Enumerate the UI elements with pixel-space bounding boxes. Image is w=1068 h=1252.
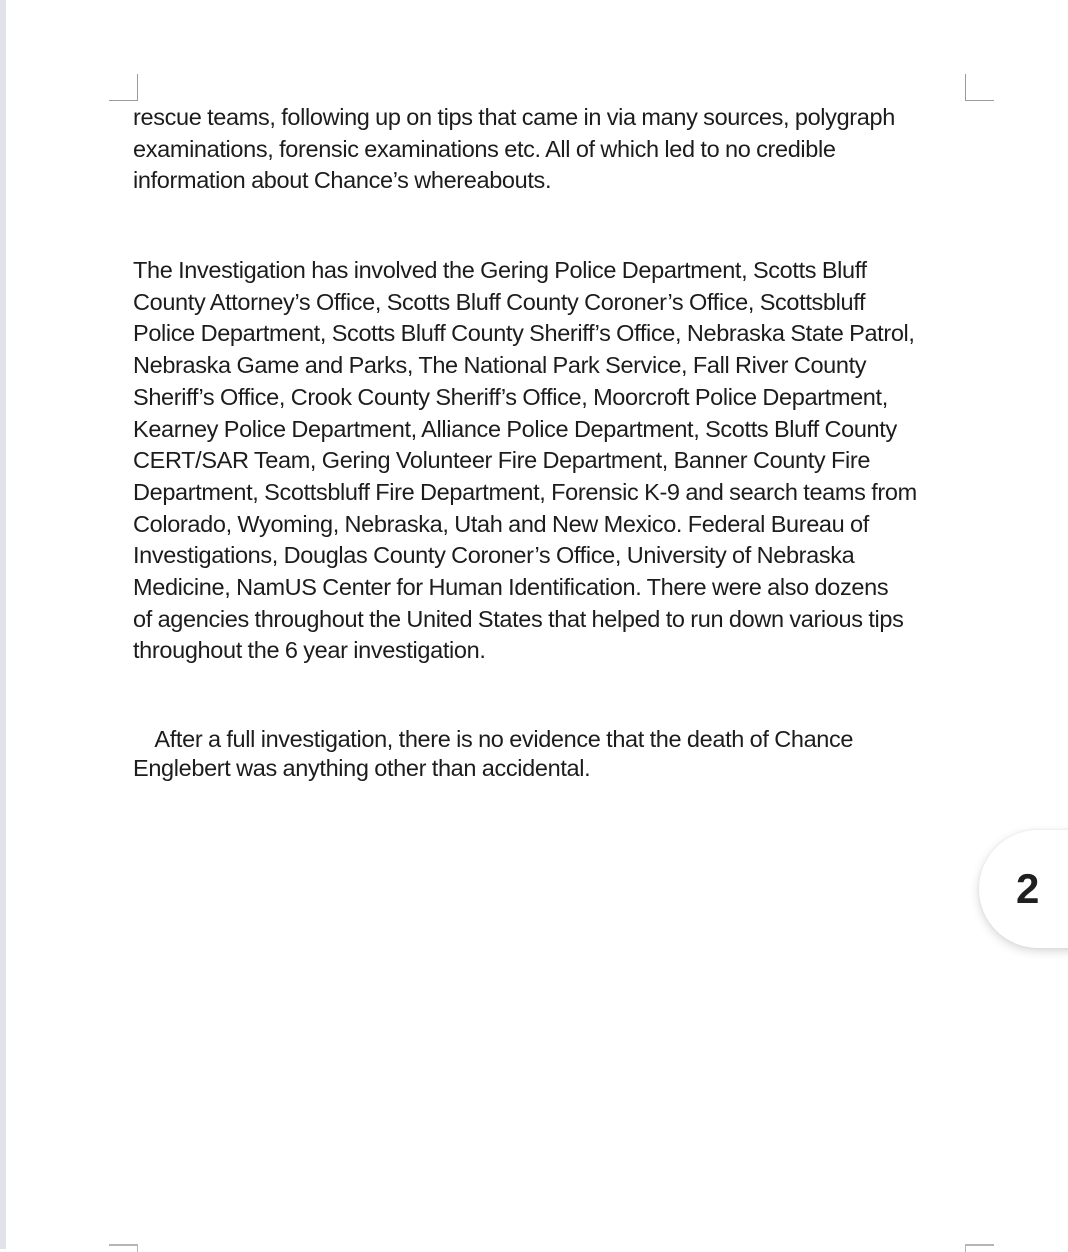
text-line: examinations, forensic examinations etc. All of which led to no credible bbox=[133, 135, 836, 162]
text-line: County Attorney’s Office, Scotts Bluff County Coroner’s Office, Scottsbluff bbox=[133, 288, 866, 315]
text-line: rescue teams, following up on tips that came in via many sources, polygraph bbox=[133, 104, 895, 130]
text-line: CERT/SAR Team, Gering Volunteer Fire Department, Banner County Fire bbox=[133, 447, 871, 474]
margin-corner-top-right bbox=[965, 74, 994, 101]
margin-corner-bottom-right bbox=[965, 1244, 994, 1252]
text-line: After a full investigation, there is no evidence that the death of Chance bbox=[133, 726, 854, 752]
text-line: Medicine, NamUS Center for Human Identification. There were also dozens bbox=[133, 574, 889, 601]
text-line: Kearney Police Department, Alliance Police Department, Scotts Bluff County bbox=[133, 415, 897, 442]
text-line: throughout the 6 year investigation. bbox=[133, 637, 486, 664]
margin-corner-bottom-left bbox=[109, 1244, 138, 1252]
text-line: information about Chance’s whereabouts. bbox=[133, 167, 552, 194]
text-line: Sheriff’s Office, Crook County Sheriff’s Office, Moorcroft Police Department, bbox=[133, 383, 888, 410]
text-line: Colorado, Wyoming, Nebraska, Utah and New Mexico. Federal Bureau of bbox=[133, 510, 869, 537]
paragraph-agencies-involved bbox=[133, 255, 963, 667]
text-line: Nebraska Game and Parks, The National Park Service, Fall River County bbox=[133, 352, 867, 379]
text-line: Department, Scottsbluff Fire Department, Forensic K-9 and search teams from bbox=[133, 478, 917, 505]
text-line: Police Department, Scotts Bluff County Sheriff’s Office, Nebraska State Patrol, bbox=[133, 320, 915, 347]
text-line: Englebert was anything other than accidental. bbox=[133, 755, 591, 781]
page-number: 2 bbox=[1016, 865, 1040, 912]
text-line: of agencies throughout the United States that helped to run down various tips bbox=[133, 605, 904, 632]
paragraph-conclusion bbox=[133, 725, 963, 783]
margin-corner-top-left bbox=[109, 74, 138, 101]
text-line: Investigations, Douglas County Coroner’s Office, University of Nebraska bbox=[133, 542, 855, 569]
paragraph-search-efforts bbox=[133, 102, 963, 197]
text-line: The Investigation has involved the Gering Police Department, Scotts Bluff bbox=[133, 257, 867, 283]
